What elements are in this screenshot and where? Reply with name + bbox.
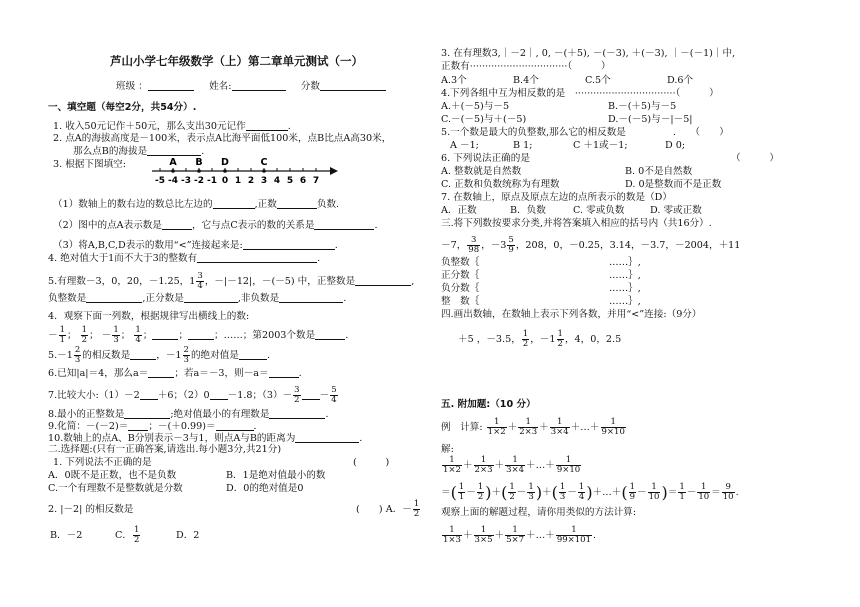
tick-label: 2 — [247, 176, 255, 186]
s1-q5-cont: 负整数是 ,正分数是 ,非负数是 . — [48, 293, 347, 304]
s2-q1: 1. 下列说法不正确的是 ( ) — [53, 457, 390, 468]
name-field[interactable] — [232, 80, 286, 91]
s2-q2-opt-d[interactable]: D．2 — [176, 530, 200, 541]
class-label: 班级 — [116, 81, 136, 92]
s2-q7: 7. 在数轴上，原点及原点左边的点所表示的数是（D） — [441, 192, 672, 203]
s2-q5-opt-b[interactable]: B 1; — [513, 140, 533, 151]
point-a — [171, 169, 175, 173]
s2-q3-line1: 3. 在有理数3,｜－2｜, 0, －(＋5), －(－3), ＋(－3), ｜－(－1)｜中, — [441, 48, 736, 59]
tick-label: -2 — [194, 176, 204, 186]
section2-heading: 二.选择题:(只有一正确答案,请选出.每小题3分,共21分) — [48, 444, 282, 455]
s2-q2: 2. |－2| 的相反数是 — [48, 504, 134, 515]
s2-q5: 5.一个数是最大的负整数,那么它的相反数是 . （ ） — [441, 127, 729, 138]
s2-q1-opt-a[interactable]: A．0既不是正数，也不是负数 — [48, 470, 177, 481]
number-line — [150, 155, 340, 191]
s2-q3-opt-d[interactable]: D.6个 — [667, 75, 694, 86]
tick-label: -3 — [181, 176, 191, 186]
s3-cat-neg-int: 负整数｛ ……｝, — [441, 257, 641, 268]
s1-q6: 4．观察下面一列数，根据规律写出横线上的数: — [48, 311, 250, 322]
s5-task: $\frac{1}{1\times 3}$ ＋ $\frac{1}{3\times 5}$ ＋ $\frac{1}{5\times 7}$ ＋…＋ $\frac{1}{99\times 101}$ . — [443, 525, 597, 545]
s5-solution-line1: 解: — [441, 444, 454, 455]
tick-label: -1 — [207, 176, 217, 186]
s1-q12: 10.数轴上的点A、B分别表示－3与1，则点A与B的距离为 . — [48, 433, 363, 444]
s5-example: 例 计算: $\frac{1}{1\times 2}$ ＋ $\frac{1}{2\times 3}$ ＋ $\frac{1}{3\times 4}$ ＋…＋ $\frac{1}{9\times 10}$ — [441, 417, 625, 437]
s2-q5-opt-c[interactable]: C ＋1或－1; — [573, 140, 628, 151]
s1-q3: 3. 根据下图填空: — [53, 159, 126, 170]
s2-q7-opt-d[interactable]: D. 零或正数 — [650, 205, 702, 216]
s2-q7-opt-c[interactable]: C. 零或负数 — [573, 205, 625, 216]
s2-q1-opt-b[interactable]: B．1是绝对值最小的数 — [226, 470, 326, 481]
s2-q7-opt-a[interactable]: A．正数 — [441, 205, 477, 216]
s1-q9: 7.比较大小:（1）－2 ＋6；（2）0 －1.8；（3）－ $\frac{3}{2}$ － $\frac{5}{4}$ — [48, 385, 337, 405]
s2-q3-line2: 正数有································（ ） — [441, 61, 611, 72]
s2-q3-opt-c[interactable]: C.5个 — [585, 75, 611, 86]
s2-q4-opt-b[interactable]: B.－(＋5)与－5 — [608, 101, 677, 112]
tick-label: 5 — [286, 176, 294, 186]
point-label-b: B — [195, 157, 203, 168]
s5-solution-line2: ＝( $\frac{1}{1}$ － $\frac{1}{2}$ )＋( $\frac{1}{2}$ － $\frac{1}{3}$ )＋( $\frac{1}{3}$ － $\frac{1}{4}$ )＋…＋( $\frac{1}{9}$ － $\frac{1}{10}$ )＝ $\frac{1}{1}$ － $\frac{1}{10}$ ＝ $\frac{9}{10}$ . — [441, 482, 739, 502]
s1-q3-3: （3）将A,B,C,D表示的数用“<”连接起来是: . — [53, 240, 338, 251]
tick-label: 1 — [234, 176, 242, 186]
s4-numbers: ＋5 ，－3.5， $\frac{1}{2}$ ，－1 $\frac{1}{2}$ ，4，0，2.5 — [458, 329, 622, 349]
tick-label: -4 — [168, 176, 178, 186]
s2-q2-opt-b[interactable]: B．－2 — [50, 530, 83, 541]
student-info-row: 班级 ： 姓名: 分数 — [116, 80, 386, 93]
point-label-d: D — [221, 157, 229, 168]
s2-q6-opt-a[interactable]: A. 整数就是自然数 — [441, 166, 522, 177]
point-label-c: C — [260, 157, 268, 168]
s2-q2-opt-c[interactable]: C． $\frac{1}{2}$ — [115, 525, 140, 545]
s2-q3-opt-a[interactable]: A.3个 — [441, 75, 467, 86]
point-b — [197, 169, 201, 173]
s2-q4: 4.下列各组中互为相反数的是 ·································（ ） — [441, 88, 719, 99]
s2-q6: 6. 下列说法正确的是 （ ） — [441, 153, 779, 164]
s1-q6-sequence: － $\frac{1}{1}$ ； $\frac{1}{2}$ ； － $\frac{1}{3}$ ； $\frac{1}{4}$ ； ； ；……；第2003个数是 . — [48, 325, 349, 345]
point-c — [262, 169, 266, 173]
s2-q7-opt-b[interactable]: B．负数 — [510, 205, 546, 216]
s1-q11: 9.化简：－(－2)＝ ；－(＋0.99)＝ . — [48, 421, 257, 432]
s1-q7: 5.－1 $\frac{2}{3}$ 的相反数是 ，－1 $\frac{2}{3}$ 的绝对值是 . — [48, 345, 270, 365]
s2-q2-paren-and-a: ( ) A．－ $\frac{1}{2}$ — [356, 499, 420, 519]
section4-heading: 四.画出数轴，在数轴上表示下列各数，并用“<”连接:（9分） — [441, 309, 702, 320]
s5-note: 观察上面的解题过程，请你用类似的方法计算: — [441, 507, 637, 518]
s1-q4: 4. 绝对值大于1而不大于3的整数有 . — [48, 253, 321, 264]
s1-q3-2: （2）图中的点A表示数是 ，它与点C表示的数的关系是 . — [53, 220, 378, 231]
s2-q3-opt-b[interactable]: B.4个 — [513, 75, 539, 86]
tick-label: 3 — [260, 176, 268, 186]
s3-cat-neg-frac: 负分数｛ ……｝, — [441, 283, 641, 294]
section5-heading: 五. 附加题:（10 分） — [441, 399, 536, 410]
s1-q8: 6.已知|a|＝4，那么a＝ ；若a＝－3，则－a＝ . — [48, 368, 302, 379]
tick-label: 0 — [221, 176, 229, 186]
tick-label: 4 — [273, 176, 281, 186]
page-title: 芦山小学七年级数学（上）第二章单元测试（一） — [110, 54, 363, 68]
s1-q5: 5.有理数－3，0，20，－1.25，1 $\frac{3}{4}$ ，－|－12|，－(－5) 中，正整数是 , — [48, 271, 415, 291]
section3-heading: 三.将下列数按要求分类,并将答案填入相应的括号内（共16分）. — [441, 218, 712, 229]
class-field[interactable] — [148, 80, 194, 91]
section1-heading: 一、填空题（每空2分，共54分）. — [48, 102, 197, 113]
point-d — [223, 169, 227, 173]
s1-q1: 1. 收入50元记作＋50元，那么支出30元记作 . — [53, 121, 291, 132]
s2-q1-opt-c[interactable]: C.一个有理数不是整数就是分数 — [48, 483, 183, 494]
s2-q6-opt-d[interactable]: D. 0是整数而不是正数 — [625, 179, 722, 190]
s2-q5-opt-d[interactable]: D 0; — [665, 140, 686, 151]
s2-q4-opt-d[interactable]: D.－(－5)与－|－5| — [608, 114, 693, 125]
s3-cat-int: 整 数｛ ……｝, — [441, 296, 641, 307]
s2-q5-opt-a[interactable]: A －1; — [450, 140, 479, 151]
point-label-a: A — [169, 157, 177, 168]
s2-q1-opt-d[interactable]: D．0的绝对值是0 — [226, 483, 304, 494]
s1-q10: 8.最小的正整数是 ;绝对值最小的有理数是 . — [48, 409, 329, 420]
s1-q2-line1: 2. 点A的海拔高度是－100米，表示点A比海平面低100米，点B比点A高30米， — [53, 133, 392, 144]
name-label: 姓名: — [209, 81, 232, 92]
s5-solution-sum: $\frac{1}{1\times 2}$ ＋ $\frac{1}{2\times 3}$ ＋ $\frac{1}{3\times 4}$ ＋…＋ $\frac{1}{9\times 10}$ — [443, 455, 581, 475]
tick-label: 7 — [312, 176, 320, 186]
s3-numbers: －7， $\frac{3}{98}$ ，－3 $\frac{5}{9}$ ，208，0，－0.25，3.14，－3.7，－2004，＋11 — [441, 235, 741, 255]
s1-q2-line2: 那么点B的海拔是 . — [73, 146, 205, 157]
tick-label: 6 — [299, 176, 307, 186]
s2-q6-opt-c[interactable]: C. 正数和负数统称为有理数 — [441, 179, 560, 190]
s1-q3-1: （1）数轴上的数右边的数总比左边的 ,正数 负数. — [53, 199, 340, 210]
score-label: 分数 — [300, 81, 320, 92]
s2-q6-opt-b[interactable]: B. 0不是自然数 — [625, 166, 693, 177]
tick-label: -5 — [155, 176, 165, 186]
s3-cat-pos-frac: 正分数｛ ……｝, — [441, 270, 641, 281]
score-field[interactable] — [320, 80, 386, 91]
s2-q4-opt-a[interactable]: A.＋(－5)与－5 — [441, 101, 510, 112]
s2-q4-opt-c[interactable]: C.－(－5)与＋(－5) — [441, 114, 527, 125]
